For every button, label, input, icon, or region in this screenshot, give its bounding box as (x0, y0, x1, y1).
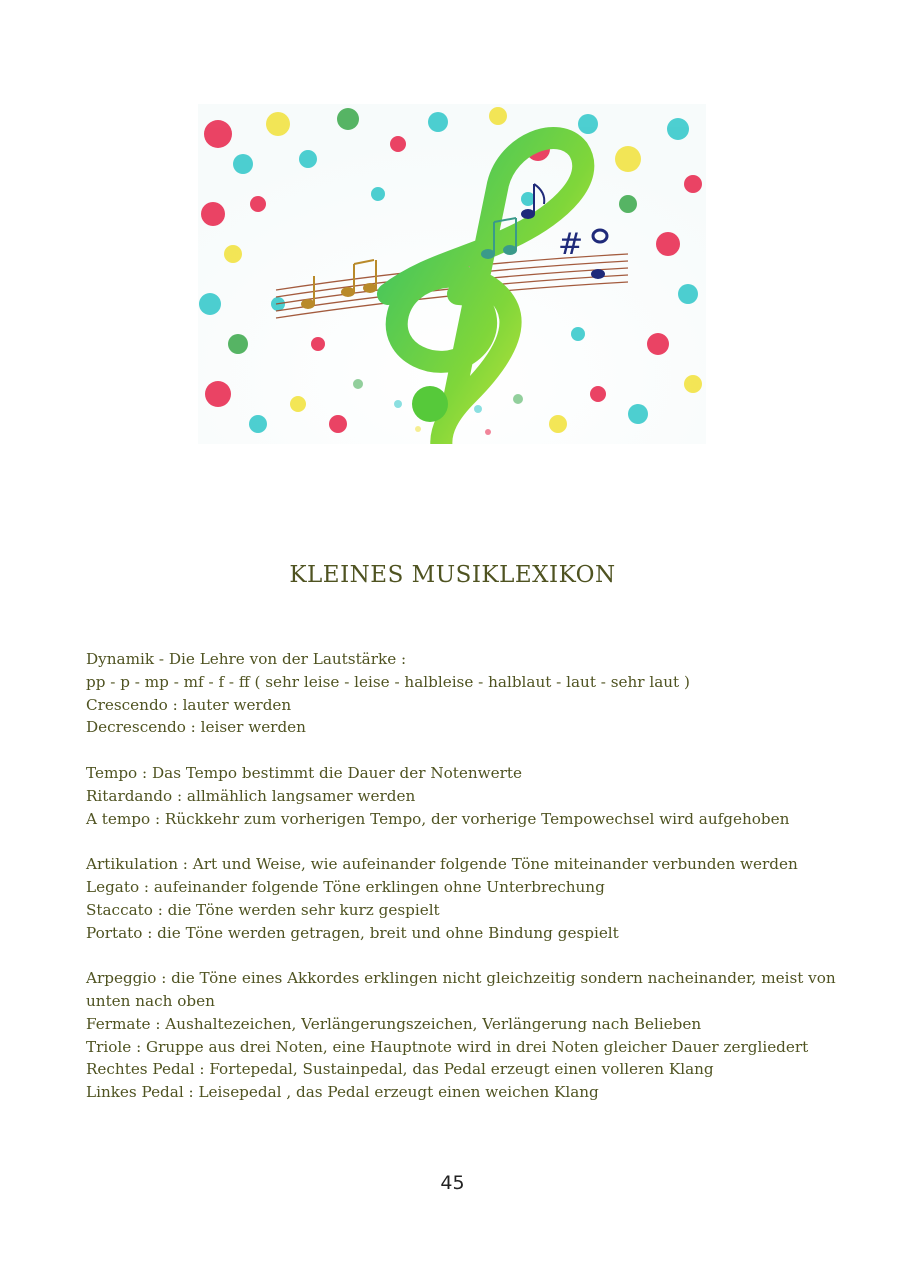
techniques-section (86, 967, 846, 1104)
dynamics-section (86, 648, 846, 739)
music-lexicon (86, 648, 846, 1127)
lexicon-entry: Decrescendo : leiser werden (86, 718, 306, 737)
treble-clef-icon (198, 104, 706, 444)
lexicon-entry: Tempo : Das Tempo bestimmt die Dauer der Notenwerte (86, 763, 522, 782)
lexicon-entry: Legato : aufeinander folgende Töne erklingen ohne Unterbrechung (86, 877, 605, 896)
lexicon-entry: Ritardando : allmählich langsamer werden (86, 786, 416, 805)
svg-text:#: # (558, 227, 584, 262)
lexicon-entry: Triole : Gruppe aus drei Noten, eine Hauptnote wird in drei Noten gleicher Dauer zergliedert (86, 1037, 809, 1056)
lexicon-entry: Linkes Pedal : Leisepedal , das Pedal erzeugt einen weichen Klang (86, 1083, 599, 1102)
lexicon-entry: Rechtes Pedal : Fortepedal, Sustainpedal, das Pedal erzeugt einen volleren Klang (86, 1060, 714, 1079)
lexicon-entry: Crescendo : lauter werden (86, 695, 292, 714)
page-number: 45 (440, 1172, 465, 1194)
lexicon-entry: Staccato : die Töne werden sehr kurz gespielt (86, 900, 440, 919)
lexicon-entry: pp - p - mp - mf - f - ff ( sehr leise - leise - halbleise - halblaut - laut - sehr laut ) (86, 672, 690, 691)
lexicon-entry: A tempo : Rückkehr zum vorherigen Tempo, der vorherige Tempowechsel wird aufgehoben (86, 809, 790, 828)
lexicon-entry: Fermate : Aushaltezeichen, Verlängerungszeichen, Verlängerung nach Belieben (86, 1014, 702, 1033)
articulation-section (86, 853, 846, 944)
lexicon-entry: Artikulation : Art und Weise, wie aufeinander folgende Töne miteinander verbunden werden (86, 855, 798, 874)
lexicon-entry: Portato : die Töne werden getragen, breit und ohne Bindung gespielt (86, 923, 619, 942)
lexicon-entry: Dynamik - Die Lehre von der Lautstärke : (86, 650, 407, 668)
tempo-section (86, 762, 846, 830)
music-illustration (198, 104, 706, 444)
lexicon-entry: Arpeggio : die Töne eines Akkordes erklingen nicht gleichzeitig sondern nacheinander, meist von unten nach oben (86, 969, 836, 1010)
page-title: KLEINES MUSIKLEXIKON (289, 562, 616, 588)
